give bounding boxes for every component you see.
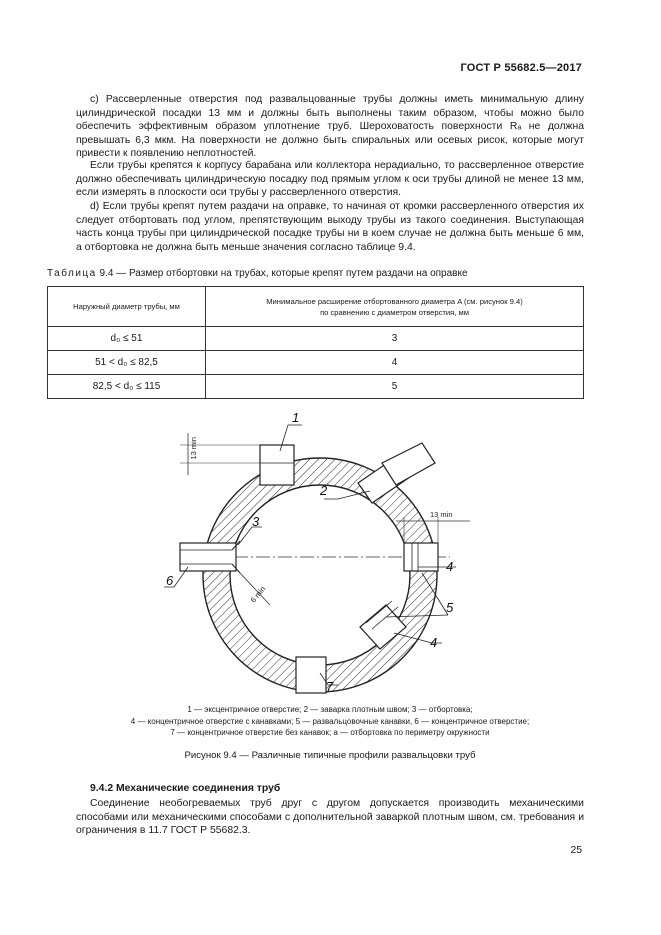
paragraph-d: d) Если трубы крепят путем раздачи на оправке, то начиная от кромки рассверленного отверстия их следует отбортовать под углом, препятствующим выходу трубы из такого соединения. Выступающая часть конца трубы при цилиндрической посадке трубы ни в коем случае не должна быть меньше 6 мм, а отбортовка не должна быть меньше значения согласно таблице 9.4. — [76, 201, 584, 253]
table-row — [48, 327, 584, 351]
flare-size-table — [47, 286, 584, 399]
table-row — [48, 351, 584, 375]
tube-expansion-figure — [160, 405, 480, 700]
table-row — [48, 375, 584, 399]
label-4b: 4 — [430, 635, 438, 650]
label-7: 7 — [326, 679, 334, 694]
legend-line-1: 1 — эксцентричное отверстие; 2 — заварка плотным швом; 3 — отбортовка; — [187, 705, 473, 714]
table-header-expansion — [206, 287, 584, 327]
table-cell-value: 5 — [206, 375, 584, 399]
flared-tube-left — [180, 541, 240, 573]
table-cell-value: 3 — [206, 327, 584, 351]
table-header-expansion-line2: по сравнению с диаметром отверстия, мм — [320, 307, 469, 317]
hole-eccentric — [260, 445, 294, 485]
paragraph-d-block — [76, 200, 584, 254]
table-cell-range: d₀ ≤ 51 — [48, 327, 206, 351]
label-5: 5 — [446, 600, 454, 615]
figure-legend — [76, 704, 584, 739]
paragraph-c2: Если трубы крепятся к корпусу барабана или коллектора нерадиально, то рассверленное отверстие должно обеспечивать цилиндрическую посадку под прямым углом к оси трубы длиной не менее 13 мм, если измерять в плоскости оси трубы у рассверленного отверстия. — [76, 160, 584, 199]
table-cell-range: 51 < d₀ ≤ 82,5 — [48, 351, 206, 375]
table-caption-text: 9.4 — Размер отбортовки на трубах, которые крепят путем раздачи на оправке — [96, 268, 468, 279]
document-code: ГОСТ Р 55682.5—2017 — [460, 62, 582, 74]
table-header-expansion-line1: Минимальное расширение отбортованного диаметра A (см. рисунок 9.4) — [266, 296, 523, 306]
label-1: 1 — [292, 410, 300, 425]
legend-line-2: 4 — концентричное отверстие с канавками; 5 — развальцовочные канавки, 6 — концентричное отверстие; — [130, 716, 530, 726]
table-header-row — [48, 287, 584, 327]
label-6: 6 — [166, 573, 174, 588]
table-header-diameter: Наружный диаметр трубы, мм — [48, 287, 206, 327]
section-text-block — [76, 797, 584, 838]
label-2: 2 — [320, 483, 328, 498]
dim-13-right-label: 13 min — [430, 510, 453, 519]
dimension-6 — [240, 573, 270, 605]
paragraph-c2-block — [76, 159, 584, 200]
label-4a: 4 — [446, 559, 454, 574]
paragraph-c-block — [76, 93, 584, 161]
dim-6-label: 6 min — [248, 584, 268, 605]
table-cell-range: 82,5 < d₀ ≤ 115 — [48, 375, 206, 399]
table-caption — [47, 268, 468, 279]
legend-line-3: 7 — концентричное отверстие без канавок; a — отбортовка по периметру окружности — [170, 728, 490, 737]
label-3: 3 — [252, 514, 260, 529]
paragraph-c: c) Рассверленные отверстия под развальцованные трубы должны иметь минимальную длину цилиндрической посадки 13 мм и должны быть выполнены таким образом, чтобы можно было обеспечить эффективным образом уплотнение труб. Шероховатость поверхности Rₐ не должна превышать 6,3 мкм. На поверхности не должно быть спиральных или осевых рисок, которые могут привести к появлению неплотностей. — [76, 94, 584, 160]
page-number: 25 — [570, 845, 582, 856]
dim-13-top-label: 13 min — [189, 437, 198, 460]
section-text: Соединение необогреваемых труб друг с другом допускается производить механическими способами или механическими способами с дополнительной заваркой плотным швом, см. требования и ограничения в 11.7 ГОСТ Р 55682.3. — [76, 798, 584, 837]
table-caption-prefix: Таблица — [47, 268, 97, 279]
table-cell-value: 4 — [206, 351, 584, 375]
figure-caption: Рисунок 9.4 — Различные типичные профили развальцовки труб — [184, 750, 476, 761]
dimension-13-top — [180, 433, 260, 475]
section-title: 9.4.2 Механические соединения труб — [90, 783, 281, 794]
